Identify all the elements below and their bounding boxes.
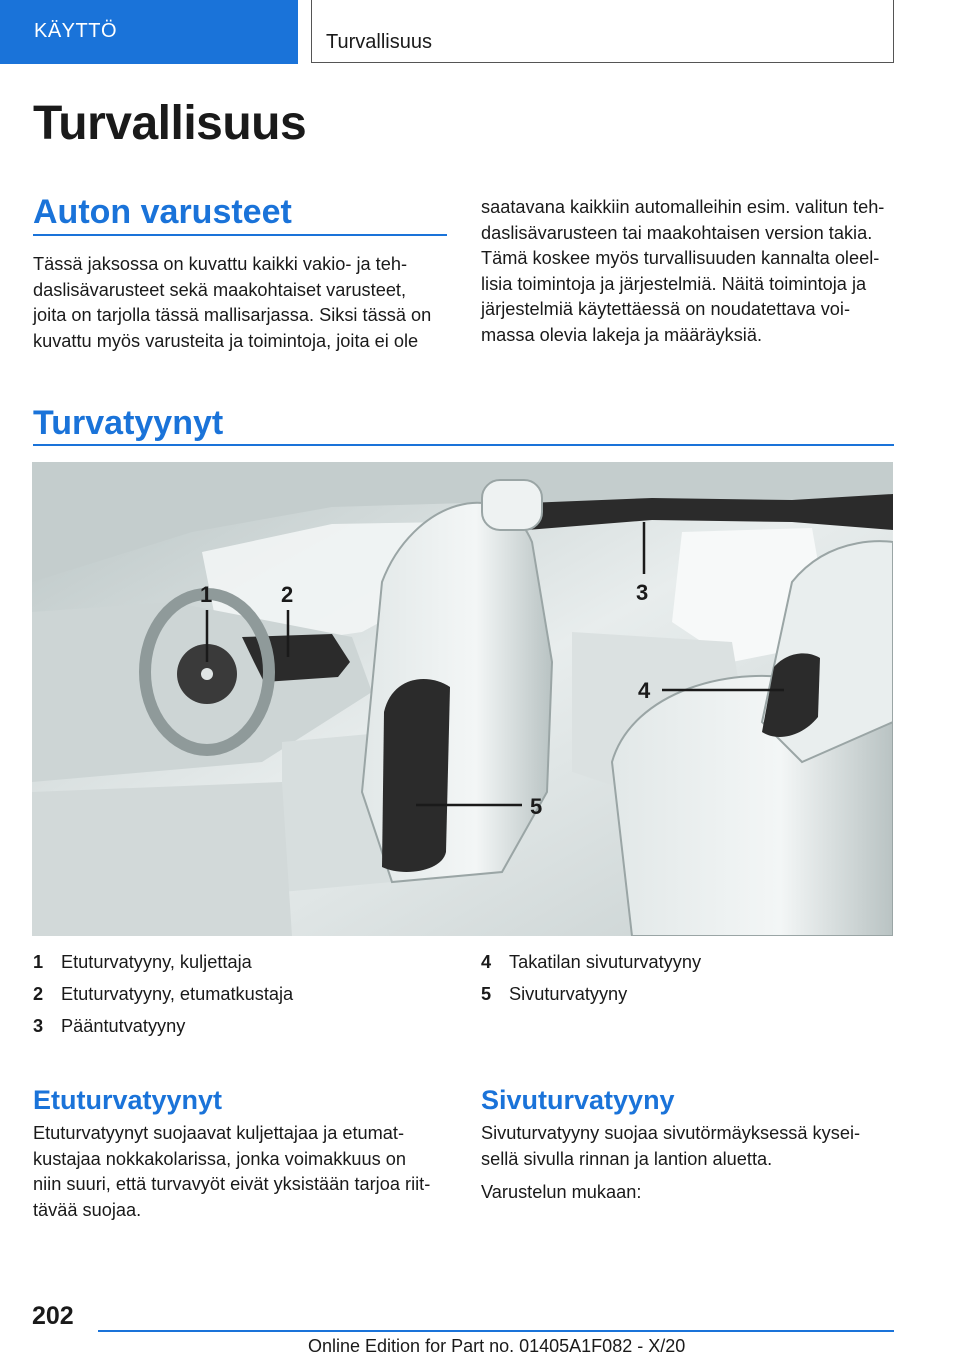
text-line: lisia toimintoja ja järjestelmiä. Näitä toimintoja ja — [481, 273, 867, 294]
page-title: Turvallisuus — [33, 97, 307, 150]
car-interior-drawing — [32, 462, 893, 936]
legend-text: Sivuturvatyyny — [509, 984, 628, 1004]
legend-text: Pääntutvatyyny — [61, 1016, 186, 1036]
text-line: järjestelmiä käytettäessä on noudatettava voi- — [481, 299, 851, 319]
legend-number: 1 — [33, 952, 44, 972]
text-line: Sivuturvatyyny suojaa sivutörmäyksessä kysei- — [481, 1123, 861, 1143]
callout-3: 3 — [636, 580, 649, 605]
side-airbag-text — [481, 1121, 901, 1206]
equipment-text-col2 — [481, 195, 901, 348]
text-line: Varustelun mukaan: — [481, 1182, 642, 1202]
text-line: daslisävarusteen tai maakohtaisen version takia. — [481, 222, 873, 243]
legend-text: Etuturvatyyny, kuljettaja — [61, 952, 252, 972]
callout-1: 1 — [200, 582, 213, 607]
legend-number: 2 — [33, 984, 44, 1004]
legend-text: Etuturvatyyny, etumatkustaja — [61, 984, 294, 1004]
equipment-heading: Auton varusteet — [33, 193, 292, 231]
chapter-tab-label: Turvallisuus — [326, 31, 432, 53]
callout-4: 4 — [638, 678, 651, 703]
text-line: daslisävarusteet sekä maakohtaiset varusteet, — [33, 279, 407, 300]
airbags-heading: Turvatyynyt — [33, 404, 224, 442]
text-line: joita on tarjolla tässä mallisarjassa. Siksi tässä on — [33, 305, 432, 325]
airbags-heading-rule — [33, 444, 894, 446]
front-airbags-heading: Etuturvatyynyt — [33, 1085, 223, 1115]
airbag-illustration — [32, 462, 893, 936]
equipment-text-col1 — [33, 252, 453, 354]
text-line: Tämä koskee myös turvallisuuden kannalta oleel- — [481, 248, 880, 268]
text-line: kustajaa nokkakolarissa, jonka voimakkuus on — [33, 1148, 407, 1169]
text-line: massa olevia lakeja ja määräyksiä. — [481, 324, 763, 345]
side-airbag-heading: Sivuturvatyyny — [481, 1085, 675, 1115]
legend-number: 4 — [481, 952, 492, 972]
chapter-tab[interactable] — [311, 0, 894, 63]
text-line: niin suuri, että turvavyöt eivät yksistään tarjoa riit- — [33, 1174, 431, 1194]
legend-number: 3 — [33, 1016, 44, 1036]
front-airbags-text — [33, 1121, 463, 1223]
text-line: Etuturvatyynyt suojaavat kuljettajaa ja etumat- — [33, 1123, 405, 1143]
footer-rule — [98, 1330, 894, 1332]
text-line: saatavana kaikkiin automalleihin esim. valitun teh- — [481, 197, 885, 217]
equipment-heading-rule — [33, 234, 447, 236]
callout-5: 5 — [530, 794, 543, 819]
text-line: Tässä jaksossa on kuvattu kaikki vakio- ja teh- — [33, 254, 408, 274]
footer-edition[interactable]: Online Edition for Part no. 01405A1F082 - X/20 — [308, 1336, 686, 1356]
section-tab[interactable] — [0, 0, 298, 64]
text-line: sellä sivulla rinnan ja lantion aluetta. — [481, 1148, 773, 1169]
text-line: tävää suojaa. — [33, 1199, 142, 1220]
callout-2: 2 — [281, 582, 294, 607]
side-airbag — [382, 679, 450, 872]
legend-text: Takatilan sivuturvatyyny — [509, 952, 702, 972]
text-line: kuvattu myös varusteita ja toimintoja, joita ei ole — [33, 330, 419, 351]
legend-number: 5 — [481, 984, 492, 1004]
page-number: 202 — [32, 1302, 74, 1330]
section-tab-label: KÄYTTÖ — [34, 20, 118, 42]
